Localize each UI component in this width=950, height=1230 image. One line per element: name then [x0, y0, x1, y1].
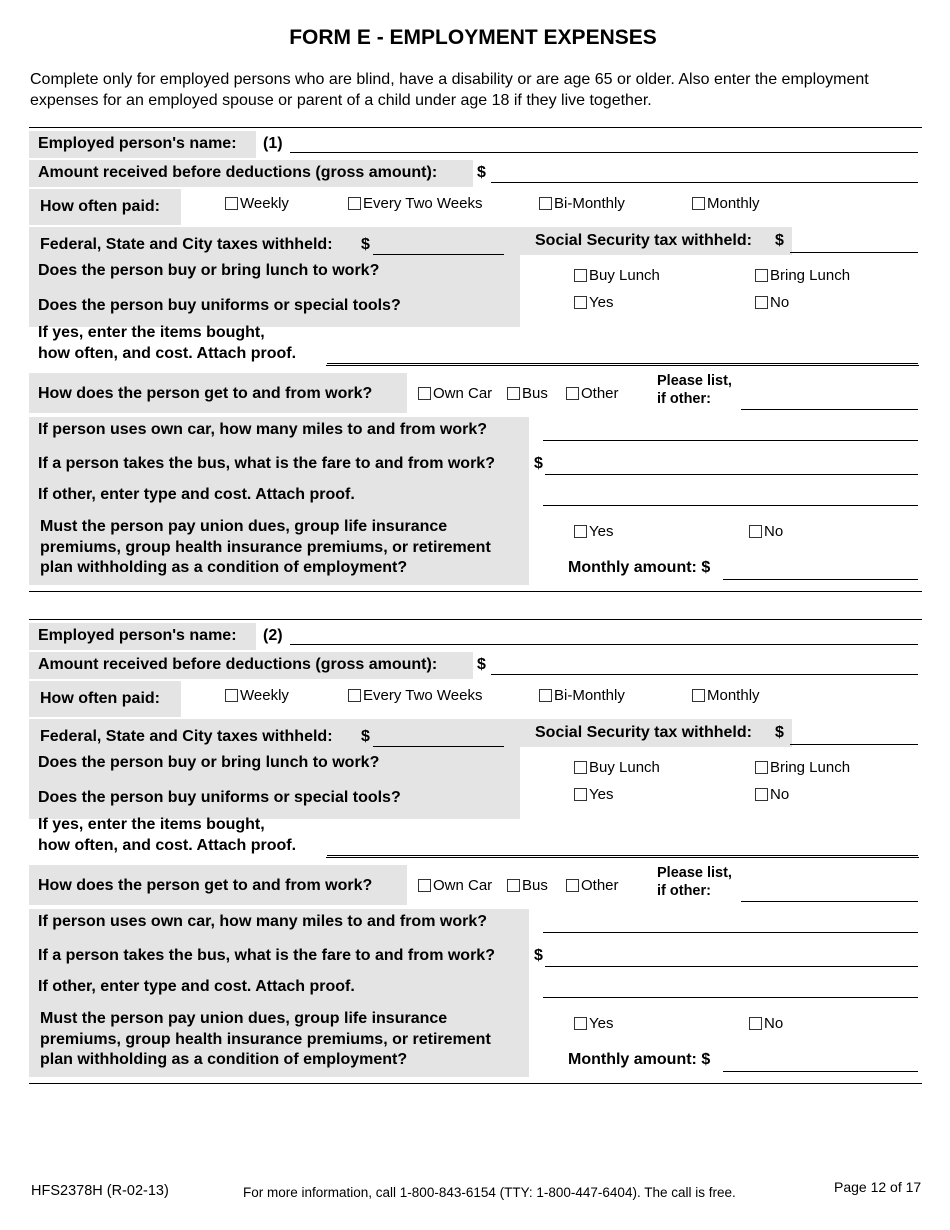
bi-monthly-checkbox[interactable] [539, 689, 552, 702]
ss-tax-field[interactable] [790, 237, 918, 253]
uniforms-no-checkbox[interactable] [755, 788, 768, 801]
bi-monthly-option[interactable]: Bi-Monthly [539, 196, 625, 212]
taxes-field[interactable] [373, 239, 504, 255]
union-no-option[interactable]: No [749, 524, 783, 540]
every-two-weeks-checkbox[interactable] [348, 197, 361, 210]
bring-lunch-checkbox[interactable] [755, 269, 768, 282]
monthly-option[interactable]: Monthly [692, 688, 760, 704]
monthly-checkbox[interactable] [692, 197, 705, 210]
miles-label: If person uses own car, how many miles to and from work? [38, 421, 487, 438]
please-list-label: Please list, if other: [657, 373, 732, 407]
own-car-option[interactable]: Own Car [418, 386, 492, 402]
union-label: Must the person pay union dues, group life insurance premiums, group health insurance premiums, or retirement plan withholding as a condition of employment? [40, 518, 491, 576]
union-label: Must the person pay union dues, group life insurance premiums, group health insurance premiums, or retirement plan withholding as a condition of employment? [40, 1010, 491, 1068]
monthly-checkbox[interactable] [692, 689, 705, 702]
section-top-rule [29, 127, 922, 128]
intro-text: Complete only for employed persons who are blind, have a disability or are age 65 or older. Also enter the employment expenses for an employed spouse or parent of a child under age 18 if they live together. [30, 71, 869, 109]
buy-lunch-option[interactable]: Buy Lunch [574, 268, 660, 284]
other-option[interactable]: Other [566, 386, 619, 402]
lunch-label: Does the person buy or bring lunch to work? [38, 262, 380, 279]
uniforms-label: Does the person buy uniforms or special tools? [38, 297, 401, 314]
fare-field[interactable] [545, 459, 918, 475]
union-no-option[interactable]: No [749, 1016, 783, 1032]
union-no-checkbox[interactable] [749, 1017, 762, 1030]
taxes-dollar: $ [361, 728, 370, 745]
uniforms-label: Does the person buy uniforms or special tools? [38, 789, 401, 806]
other-cost-field[interactable] [543, 490, 918, 506]
ss-tax-label: Social Security tax withheld: [535, 232, 752, 249]
section-top-rule [29, 619, 922, 620]
page-number: Page 12 of 17 [834, 1179, 922, 1195]
taxes-label: Federal, State and City taxes withheld: [40, 236, 333, 253]
transport-label: How does the person get to and from work? [38, 385, 373, 402]
own-car-option[interactable]: Own Car [418, 878, 492, 894]
form-id: HFS2378H (R-02-13) [31, 1183, 169, 1199]
other-checkbox[interactable] [566, 387, 579, 400]
uniforms-no-option[interactable]: No [755, 787, 789, 803]
fare-dollar: $ [534, 455, 543, 472]
uniforms-no-checkbox[interactable] [755, 296, 768, 309]
monthly-option[interactable]: Monthly [692, 196, 760, 212]
person-number: (1) [263, 135, 283, 152]
monthly-amount-label: Monthly amount: $ [568, 559, 711, 576]
bus-checkbox[interactable] [507, 387, 520, 400]
every-two-weeks-checkbox[interactable] [348, 689, 361, 702]
union-yes-option[interactable]: Yes [574, 524, 613, 540]
taxes-dollar: $ [361, 236, 370, 253]
gross-dollar: $ [477, 656, 486, 673]
items-field[interactable] [327, 840, 918, 856]
uniforms-yes-checkbox[interactable] [574, 296, 587, 309]
name-label: Employed person's name: [38, 627, 237, 644]
form-title: FORM E - EMPLOYMENT EXPENSES [289, 26, 657, 49]
ss-tax-field[interactable] [790, 729, 918, 745]
monthly-amount-label: Monthly amount: $ [568, 1051, 711, 1068]
monthly-amount-field[interactable] [723, 1056, 918, 1072]
fare-label: If a person takes the bus, what is the fare to and from work? [38, 455, 495, 472]
buy-lunch-option[interactable]: Buy Lunch [574, 760, 660, 776]
employment-section-2 [0, 619, 950, 1085]
bus-option[interactable]: Bus [507, 878, 548, 894]
employment-section-1 [0, 127, 950, 593]
other-transport-field[interactable] [741, 394, 918, 410]
lunch-label: Does the person buy or bring lunch to work? [38, 754, 380, 771]
ss-tax-dollar: $ [775, 724, 784, 741]
gross-amount-field[interactable] [491, 167, 918, 183]
other-option[interactable]: Other [566, 878, 619, 894]
union-yes-option[interactable]: Yes [574, 1016, 613, 1032]
buy-lunch-checkbox[interactable] [574, 761, 587, 774]
uniforms-yes-option[interactable]: Yes [574, 787, 613, 803]
frequency-label: How often paid: [40, 690, 160, 707]
other-cost-field[interactable] [543, 982, 918, 998]
taxes-field[interactable] [373, 731, 504, 747]
ss-tax-dollar: $ [775, 232, 784, 249]
bring-lunch-option[interactable]: Bring Lunch [755, 268, 850, 284]
taxes-label: Federal, State and City taxes withheld: [40, 728, 333, 745]
union-yes-checkbox[interactable] [574, 1017, 587, 1030]
uniforms-yes-option[interactable]: Yes [574, 295, 613, 311]
frequency-label: How often paid: [40, 198, 160, 215]
section-bottom-rule [29, 591, 922, 592]
bi-monthly-checkbox[interactable] [539, 197, 552, 210]
bring-lunch-checkbox[interactable] [755, 761, 768, 774]
please-list-label: Please list, if other: [657, 865, 732, 899]
items-label: If yes, enter the items bought, how often, and cost. Attach proof. [38, 816, 297, 854]
items-rule [326, 365, 919, 366]
own-car-checkbox[interactable] [418, 879, 431, 892]
gross-dollar: $ [477, 164, 486, 181]
bus-option[interactable]: Bus [507, 386, 548, 402]
other-checkbox[interactable] [566, 879, 579, 892]
miles-label: If person uses own car, how many miles to and from work? [38, 913, 487, 930]
bi-monthly-option[interactable]: Bi-Monthly [539, 688, 625, 704]
bring-lunch-option[interactable]: Bring Lunch [755, 760, 850, 776]
other-transport-field[interactable] [741, 886, 918, 902]
other-label: If other, enter type and cost. Attach proof. [38, 486, 355, 503]
items-field[interactable] [327, 348, 918, 364]
uniforms-no-option[interactable]: No [755, 295, 789, 311]
gross-label: Amount received before deductions (gross amount): [38, 656, 438, 673]
every-two-weeks-option[interactable]: Every Two Weeks [348, 688, 483, 704]
union-yes-checkbox[interactable] [574, 525, 587, 538]
ss-tax-label: Social Security tax withheld: [535, 724, 752, 741]
person-number: (2) [263, 627, 283, 644]
weekly-checkbox[interactable] [225, 689, 238, 702]
uniforms-yes-checkbox[interactable] [574, 788, 587, 801]
other-label: If other, enter type and cost. Attach proof. [38, 978, 355, 995]
fare-field[interactable] [545, 951, 918, 967]
name-field[interactable] [290, 137, 918, 153]
fare-label: If a person takes the bus, what is the fare to and from work? [38, 947, 495, 964]
footer-info: For more information, call 1-800-843-6154 (TTY: 1-800-447-6404). The call is free. [243, 1185, 736, 1200]
every-two-weeks-option[interactable]: Every Two Weeks [348, 196, 483, 212]
section-bottom-rule [29, 1083, 922, 1084]
buy-lunch-checkbox[interactable] [574, 269, 587, 282]
monthly-amount-field[interactable] [723, 564, 918, 580]
own-car-checkbox[interactable] [418, 387, 431, 400]
bus-checkbox[interactable] [507, 879, 520, 892]
items-label: If yes, enter the items bought, how often, and cost. Attach proof. [38, 324, 297, 362]
gross-amount-field[interactable] [491, 659, 918, 675]
gross-label: Amount received before deductions (gross amount): [38, 164, 438, 181]
items-rule [326, 857, 919, 858]
name-label: Employed person's name: [38, 135, 237, 152]
weekly-option[interactable]: Weekly [225, 688, 289, 704]
fare-dollar: $ [534, 947, 543, 964]
name-field[interactable] [290, 629, 918, 645]
weekly-checkbox[interactable] [225, 197, 238, 210]
transport-label: How does the person get to and from work? [38, 877, 373, 894]
miles-field[interactable] [543, 425, 918, 441]
miles-field[interactable] [543, 917, 918, 933]
weekly-option[interactable]: Weekly [225, 196, 289, 212]
union-no-checkbox[interactable] [749, 525, 762, 538]
